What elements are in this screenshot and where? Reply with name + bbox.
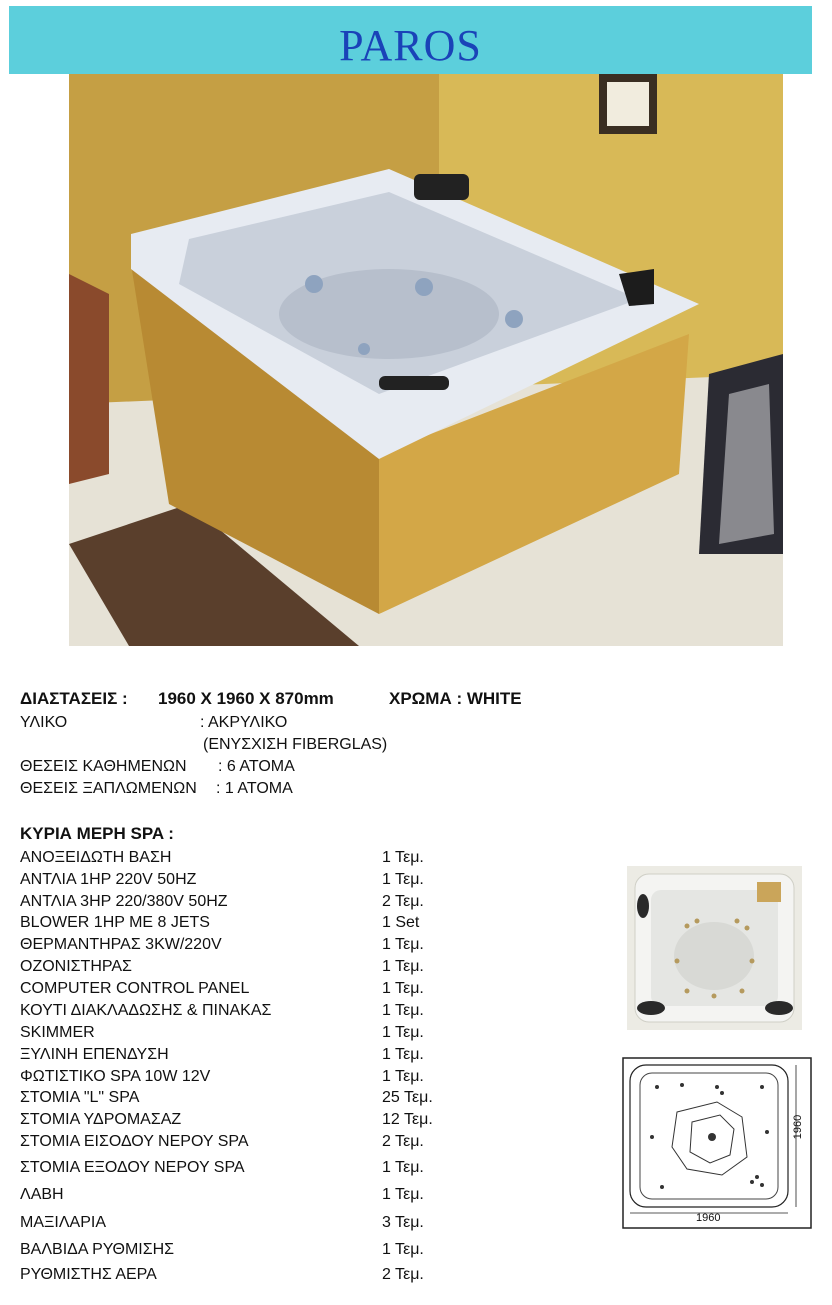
part-name: SKIMMER: [20, 1024, 95, 1041]
part-name: ΘΕΡΜΑΝΤΗΡΑΣ 3KW/220V: [20, 936, 222, 953]
material-note: (ΕΝΥΣΧΙΣΗ FIBERGLAS): [203, 736, 388, 753]
part-name: ΜΑΞΙΛΑΡΙΑ: [20, 1214, 106, 1231]
part-qty: 1 Τεμ.: [382, 936, 424, 953]
part-name: ΣΤΟΜΙΑ ΥΔΡΟΜΑΣΑΖ: [20, 1111, 182, 1128]
material-label: ΥΛΙΚΟ: [20, 714, 68, 731]
part-name: ΦΩΤΙΣΤΙΚΟ SPA 10W 12V: [20, 1068, 211, 1085]
part-name: ΞΥΛΙΝΗ ΕΠΕΝΔΥΣΗ: [20, 1046, 169, 1063]
part-qty: 3 Τεμ.: [382, 1214, 424, 1231]
part-qty: 1 Τεμ.: [382, 1068, 424, 1085]
color-label: ΧΡΩΜΑ : WHITE: [389, 689, 522, 708]
part-name: ΒΑΛΒΙΔΑ ΡΥΘΜΙΣΗΣ: [20, 1241, 175, 1258]
part-name: ΑΝΟΞΕΙΔΩΤΗ ΒΑΣΗ: [20, 849, 172, 866]
spa-plan-diagram: [622, 1057, 812, 1229]
part-qty: 12 Τεμ.: [382, 1111, 433, 1128]
plan-width-label: 1960: [696, 1212, 721, 1224]
lounge-label: ΘΕΣΕΙΣ ΞΑΠΛΩΜΕΝΩΝ: [20, 780, 197, 797]
part-name: ΡΥΘΜΙΣΤΗΣ ΑΕΡΑ: [20, 1266, 157, 1283]
part-qty: 2 Τεμ.: [382, 893, 424, 910]
part-name: BLOWER 1HP ME 8 JETS: [20, 914, 210, 931]
material-value: : ΑΚΡΥΛΙΚΟ: [200, 714, 288, 731]
part-qty: 25 Τεμ.: [382, 1089, 433, 1106]
part-name: ΣΤΟΜΙΑ "L" SPA: [20, 1089, 140, 1106]
part-qty: 1 Set: [382, 914, 420, 931]
part-qty: 1 Τεμ.: [382, 871, 424, 888]
part-qty: 1 Τεμ.: [382, 1024, 424, 1041]
part-qty: 1 Τεμ.: [382, 958, 424, 975]
plan-drawing: [622, 1057, 812, 1229]
part-name: COMPUTER CONTROL PANEL: [20, 980, 250, 997]
part-name: ΣΤΟΜΙΑ ΕΞΟΔΟΥ ΝΕΡΟΥ SPA: [20, 1159, 245, 1176]
part-qty: 1 Τεμ.: [382, 980, 424, 997]
product-title: PAROS: [339, 21, 482, 70]
plan-height-label: 1960: [792, 1114, 805, 1140]
part-name: ΚΟΥΤΙ ΔΙΑΚΛΑΔΩΣΗΣ & ΠΙΝΑΚΑΣ: [20, 1002, 272, 1019]
part-qty: 1 Τεμ.: [382, 1241, 424, 1258]
dimensions-value: 1960 X 1960 X 870mm: [158, 689, 334, 708]
dimensions-label: ΔΙΑΣΤΑΣΕΙΣ :: [20, 689, 128, 708]
part-name: ΑΝΤΛΙΑ 1HP 220V 50HZ: [20, 871, 197, 888]
part-name: ΑΝΤΛΙΑ 3HP 220/380V 50HZ: [20, 893, 228, 910]
seats-label: ΘΕΣΕΙΣ ΚΑΘΗΜΕΝΩΝ: [20, 758, 187, 775]
seats-value: : 6 ΑΤΟΜΑ: [218, 758, 295, 775]
lounge-value: : 1 ΑΤΟΜΑ: [216, 780, 293, 797]
part-qty: 1 Τεμ.: [382, 849, 424, 866]
title-banner: [9, 6, 812, 74]
part-qty: 2 Τεμ.: [382, 1133, 424, 1150]
spa-photo: [69, 74, 783, 646]
part-qty: 1 Τεμ.: [382, 1002, 424, 1019]
part-name: ΣΤΟΜΙΑ ΕΙΣΟΔΟΥ ΝΕΡΟΥ SPA: [20, 1133, 249, 1150]
part-qty: 2 Τεμ.: [382, 1266, 424, 1283]
part-name: ΟΖΟΝΙΣΤΗΡΑΣ: [20, 958, 132, 975]
part-qty: 1 Τεμ.: [382, 1186, 424, 1203]
spa-top-view-photo: [627, 866, 802, 1030]
part-qty: 1 Τεμ.: [382, 1046, 424, 1063]
part-name: ΛΑΒΗ: [20, 1186, 64, 1203]
part-qty: 1 Τεμ.: [382, 1159, 424, 1176]
parts-heading: ΚΥΡΙΑ ΜΕΡΗ SPA :: [20, 824, 174, 843]
